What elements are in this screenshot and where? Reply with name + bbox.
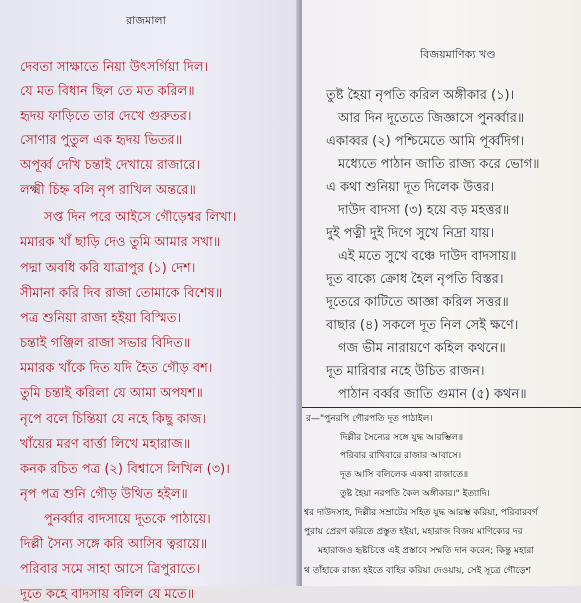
right-verse-line: এ কথা শুনিয়া দূত দিলেক উত্তর। bbox=[326, 180, 495, 195]
left-verse-line: দিল্লী সৈন্য সঙ্গে করি আসিব ত্বরায়ে॥ bbox=[20, 537, 208, 552]
left-verse-line: সীমানা করি দিব রাজা তোমাকে বিশেষ॥ bbox=[20, 286, 223, 301]
right-verse-line: দূত মারিবার নহে উচিত রাজন। bbox=[326, 364, 485, 379]
right-verse-line: একাব্বর (২) পশ্চিমেতে আমি পূর্ব্বদিগ। bbox=[326, 134, 525, 149]
left-verse-line: পরিবার সমে সাহা আসে ত্রিপুরাতে। bbox=[20, 562, 200, 577]
right-verse-line: দূতেরে কাটিতে আজ্ঞা করিল সত্তর॥ bbox=[326, 295, 509, 310]
left-verse-line: পুনর্ব্বার বাদসায়ে দূতকে পাঠায়ে। bbox=[44, 512, 211, 527]
footnote-line: দূত আসি বলিলেক একথা রাজাতে॥ bbox=[340, 470, 469, 480]
left-verse-line: যে মত বিধান ছিল তে মত করিল॥ bbox=[20, 84, 195, 99]
footnote-line: দিল্লীর সৈন্যের সঙ্গে যুদ্ধ আরম্ভিল॥ bbox=[340, 433, 464, 443]
left-verse-line: সোণার পুতুল এক হৃদয় ভিতর॥ bbox=[20, 133, 183, 148]
right-verse-line: দুই পত্নী দুই দিগে সুখে নিদ্রা যায়। bbox=[326, 226, 495, 241]
right-verse-line: দাউদ বাদসা (৩) হয়ে বড় মহত্তর॥ bbox=[338, 203, 510, 218]
left-verse-line: সপ্ত দিন পরে আইসে গৌড়েশ্বর লিখা। bbox=[44, 210, 237, 225]
right-verse-line: গজ ভীম নারায়ণে কহিল কথনে॥ bbox=[338, 341, 506, 356]
left-verse-line: দেবতা সাক্ষাতে নিয়া উৎসর্গিয়া দিল। bbox=[20, 60, 209, 75]
left-verse-line: লক্ষ্মী চিহ্ন বলি নৃপ রাখিল অন্তরে॥ bbox=[20, 183, 196, 198]
left-verse-line: তুমি চন্তাই করিলা যে আমা অপযশ॥ bbox=[20, 386, 203, 401]
right-verse-line: বাছার (৪) সকলে দূত নিল সেই ক্ষণে। bbox=[326, 318, 519, 333]
right-page-header: বিজয়মাণিক্য খণ্ড bbox=[420, 48, 496, 61]
right-page bbox=[302, 0, 581, 586]
left-verse-line: মমারক খাঁকে দিত যদি হৈত গৌড় বশ। bbox=[20, 361, 213, 376]
footnote-line: র—"পুনরপি গৌরপতি দূত পাঠাইল। bbox=[306, 414, 433, 424]
left-verse-line: কনক রচিত পত্র (২) বিশ্বাসে লিখিল (৩)। bbox=[20, 462, 230, 477]
left-verse-line: নৃপে বলে চিন্তিয়া যে নহে কিছু কাজ। bbox=[20, 412, 207, 427]
right-verse-line: মধ্যেতে পাঠান জাতি রাজ্য করে ভোগ॥ bbox=[338, 157, 540, 172]
left-page-header: রাজমালা bbox=[126, 14, 166, 27]
left-verse-line: পত্র শুনিয়া রাজা হইয়া বিস্মিত। bbox=[20, 311, 182, 326]
right-verse-line: এই মতে সুখে বঞ্চে দাউদ বাদসায়॥ bbox=[338, 249, 517, 264]
footnote-line: মহারাজও হৃষ্টচিত্তে এই প্রস্তাবে সম্মতি দান করেন; কিন্তু মহারা bbox=[318, 546, 534, 556]
left-verse-line: অপূর্ব্ব দেখি চন্তাই দেখায়ে রাজারে। bbox=[20, 158, 201, 173]
left-verse-line: চন্তাই গঞ্জিল রাজা সভার বিদিত॥ bbox=[20, 336, 191, 351]
left-verse-line: হৃদয় ফাড়িতে তার দেখে গুরুতর। bbox=[20, 109, 192, 124]
left-verse-line: পদ্মা অবধি করি যাত্রাপুর (১) দেশ। bbox=[20, 261, 196, 276]
right-verse-line: দূত বাক্যে ক্রোধ হৈল নৃপতি বিস্তর। bbox=[326, 272, 504, 287]
left-verse-line: দূতে কহে বাদসায় বলিল যে মতে॥ bbox=[20, 587, 195, 602]
right-verse-line: পাঠান বর্ব্বর জাতি গুমান (৫) কথন॥ bbox=[338, 387, 527, 402]
right-verse-line: আর দিন দূতেতে জিজ্ঞাসে পুনর্ব্বার॥ bbox=[338, 111, 525, 126]
footnote-line: তুষ্ট হৈয়া নরপতি কৈল অঙ্গীকার।" ইত্যাদি। bbox=[340, 489, 490, 499]
footnote-line: পরিবার রাখিবারে রাজার আবাসে। bbox=[340, 451, 462, 461]
left-verse-line: নৃপ পত্র শুনি গৌড় উথিত হইল॥ bbox=[20, 487, 188, 502]
right-verse-line: তুষ্ট হৈয়া নৃপতি করিল অঙ্গীকার (১)। bbox=[326, 88, 515, 103]
footnote-line: থ তাঁহাকে রাজ্য হইতে বাহির করিয়া দেওয়ায়, সেই সূত্রে গৌড়েশ bbox=[304, 566, 531, 576]
footnote-line: পুরায় প্রেরণ করিতে প্রস্তুত হইয়া, মহারাজ বিজয় মাণিক্যের দর bbox=[304, 527, 523, 537]
footnote-rule bbox=[302, 407, 581, 408]
left-verse-line: খাঁয়ের মরণ বার্ত্তা লিখে মহারাজ॥ bbox=[20, 437, 191, 452]
footnote-line: শ্বর দাউদসাহ, দিল্লীর সম্রাটের সহিত যুদ্ধ আরম্ভ করিয়া, পরিবারবর্গ bbox=[304, 508, 538, 518]
left-verse-line: মমারক খাঁ ছাড়ি দেও তুমি আমার সখা॥ bbox=[20, 235, 221, 250]
